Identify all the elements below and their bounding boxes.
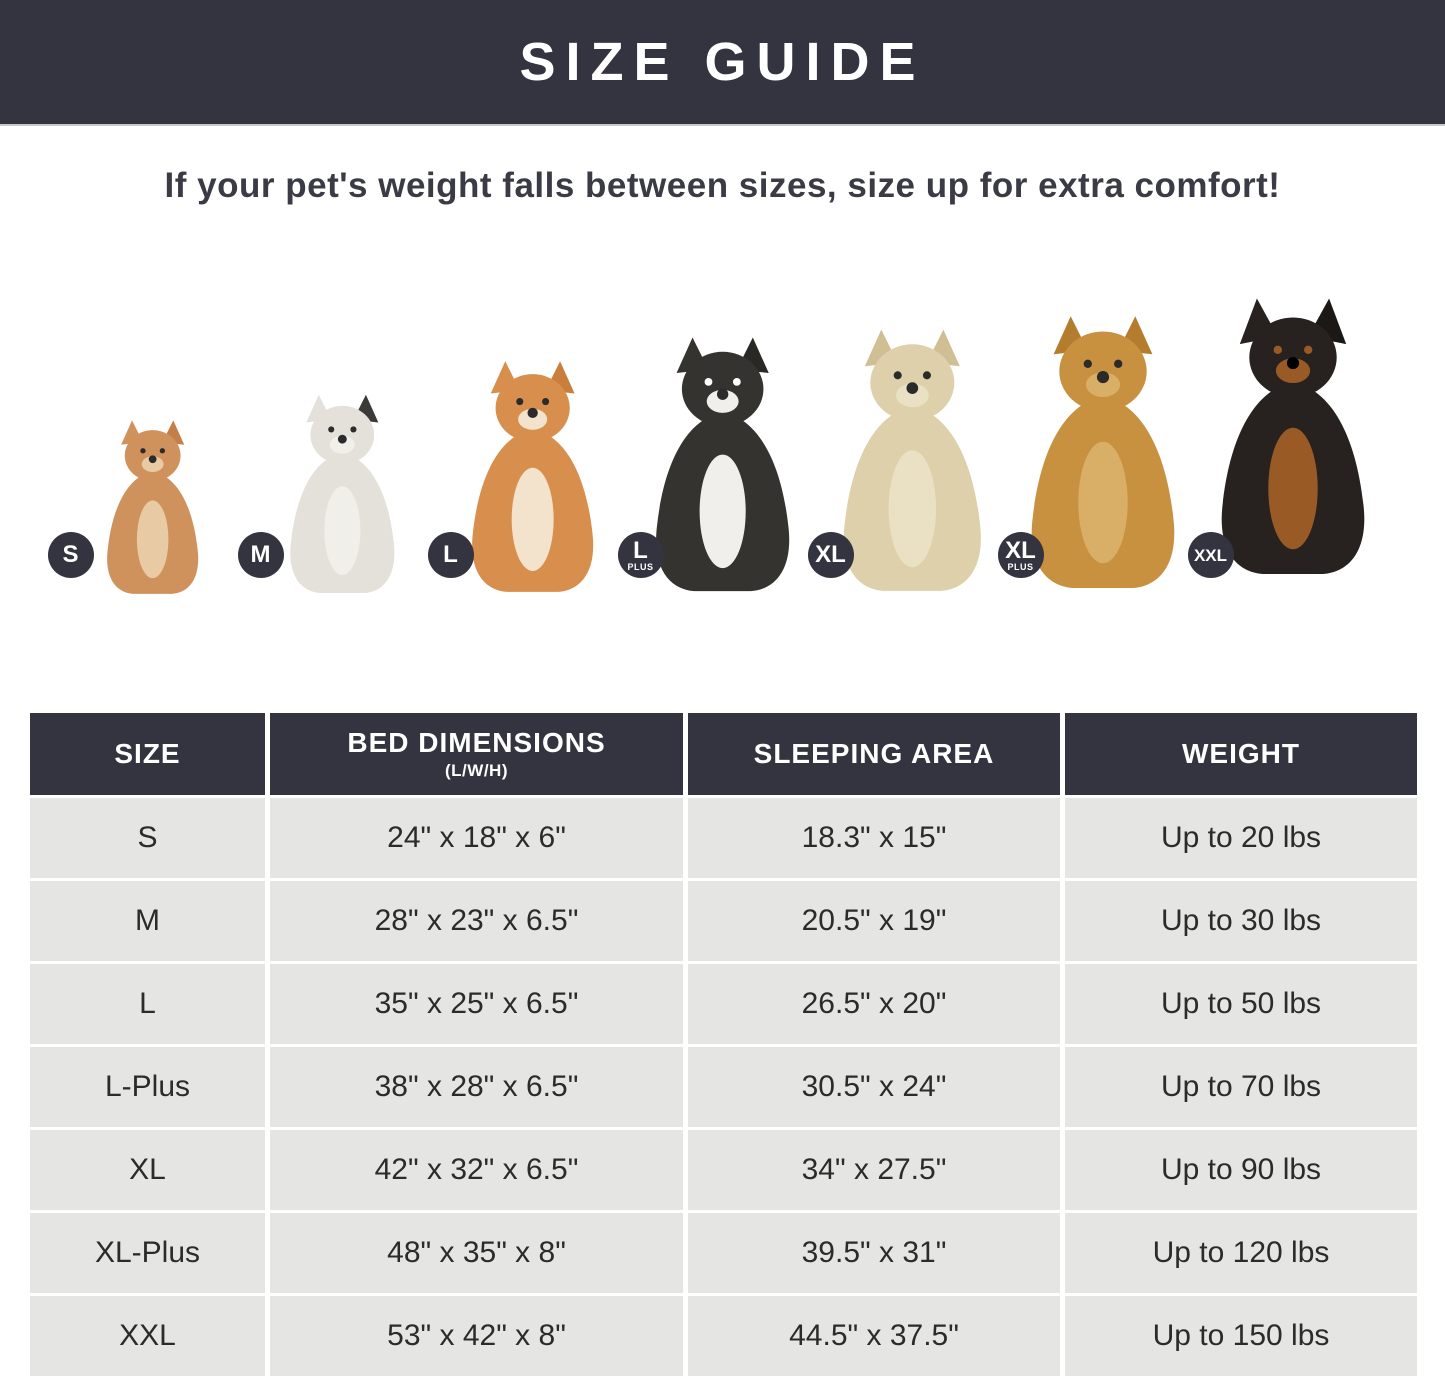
cell-size: XXL (30, 1296, 265, 1376)
size-badge-xxl (1188, 532, 1234, 578)
size-table (30, 713, 1417, 1376)
dog-size-comparison-row (0, 268, 1445, 600)
header-banner (0, 0, 1445, 126)
dog-illustration-shiba-inu (452, 358, 613, 600)
cell-size: L-Plus (30, 1047, 265, 1127)
size-badge-l-plus (618, 532, 664, 578)
cell-bed-dimensions: 53" x 42" x 8" (270, 1296, 683, 1376)
dog-item-l-plus (628, 268, 818, 600)
sizing-advice-text: If your pet's weight falls between sizes, size up for extra comfort! (164, 166, 1281, 205)
size-badge-sublabel: PLUS (627, 561, 654, 572)
size-badge-m (238, 532, 284, 578)
size-badge-label: L (443, 541, 458, 568)
size-badge-s (48, 532, 94, 578)
cell-sleeping-area: 34" x 27.5" (688, 1130, 1060, 1210)
cell-bed-dimensions: 28" x 23" x 6.5" (270, 881, 683, 961)
cell-size: XL-Plus (30, 1213, 265, 1293)
cell-weight: Up to 120 lbs (1065, 1213, 1417, 1293)
cell-size: L (30, 964, 265, 1044)
column-header-size (30, 713, 265, 795)
column-header-bed-dimensions (270, 713, 683, 795)
dog-item-m (248, 268, 438, 600)
size-badge-label: XL (815, 541, 846, 568)
cell-sleeping-area: 44.5" x 37.5" (688, 1296, 1060, 1376)
size-badge-label: M (250, 541, 271, 568)
cell-bed-dimensions: 38" x 28" x 6.5" (270, 1047, 683, 1127)
cell-weight: Up to 90 lbs (1065, 1130, 1417, 1210)
column-header-label: SIZE (114, 738, 181, 769)
size-badge-label: XXL (1193, 545, 1228, 565)
size-badge-xl-plus (998, 532, 1044, 578)
column-header-weight (1065, 713, 1417, 795)
cell-bed-dimensions: 48" x 35" x 8" (270, 1213, 683, 1293)
dog-item-xl-plus (1005, 268, 1198, 600)
size-badge-label: XL (1005, 536, 1036, 564)
column-header-sleeping-area (688, 713, 1060, 795)
cell-size: M (30, 881, 265, 961)
column-header-label: WEIGHT (1182, 738, 1300, 769)
cell-weight: Up to 70 lbs (1065, 1047, 1417, 1127)
page-title: SIZE GUIDE (519, 32, 926, 92)
cell-sleeping-area: 18.3" x 15" (688, 798, 1060, 878)
size-badge-label: S (62, 541, 79, 568)
cell-bed-dimensions: 24" x 18" x 6" (270, 798, 683, 878)
dog-item-xl (815, 268, 1008, 600)
cell-weight: Up to 20 lbs (1065, 798, 1417, 878)
cell-weight: Up to 150 lbs (1065, 1296, 1417, 1376)
cell-size: XL (30, 1130, 265, 1210)
size-badge-xl (808, 532, 854, 578)
dog-illustration-french-bulldog (273, 392, 412, 600)
dog-item-xxl (1193, 268, 1388, 600)
cell-sleeping-area: 30.5" x 24" (688, 1047, 1060, 1127)
cell-weight: Up to 50 lbs (1065, 964, 1417, 1044)
cell-weight: Up to 30 lbs (1065, 881, 1417, 961)
column-header-label: SLEEPING AREA (753, 738, 995, 769)
cell-bed-dimensions: 35" x 25" x 6.5" (270, 964, 683, 1044)
cell-bed-dimensions: 42" x 32" x 6.5" (270, 1130, 683, 1210)
column-header-label: BED DIMENSIONS (347, 727, 606, 758)
dog-item-s (58, 268, 248, 600)
cell-sleeping-area: 20.5" x 19" (688, 881, 1060, 961)
cell-sleeping-area: 26.5" x 20" (688, 964, 1060, 1044)
dog-item-l (438, 268, 628, 600)
column-header-subtext: (L/W/H) (445, 761, 508, 780)
cell-size: S (30, 798, 265, 878)
dog-illustration-pomeranian (92, 418, 213, 600)
size-badge-l (428, 532, 474, 578)
size-badge-label: L (633, 536, 648, 564)
cell-sleeping-area: 39.5" x 31" (688, 1213, 1060, 1293)
size-badge-sublabel: PLUS (1007, 561, 1034, 572)
